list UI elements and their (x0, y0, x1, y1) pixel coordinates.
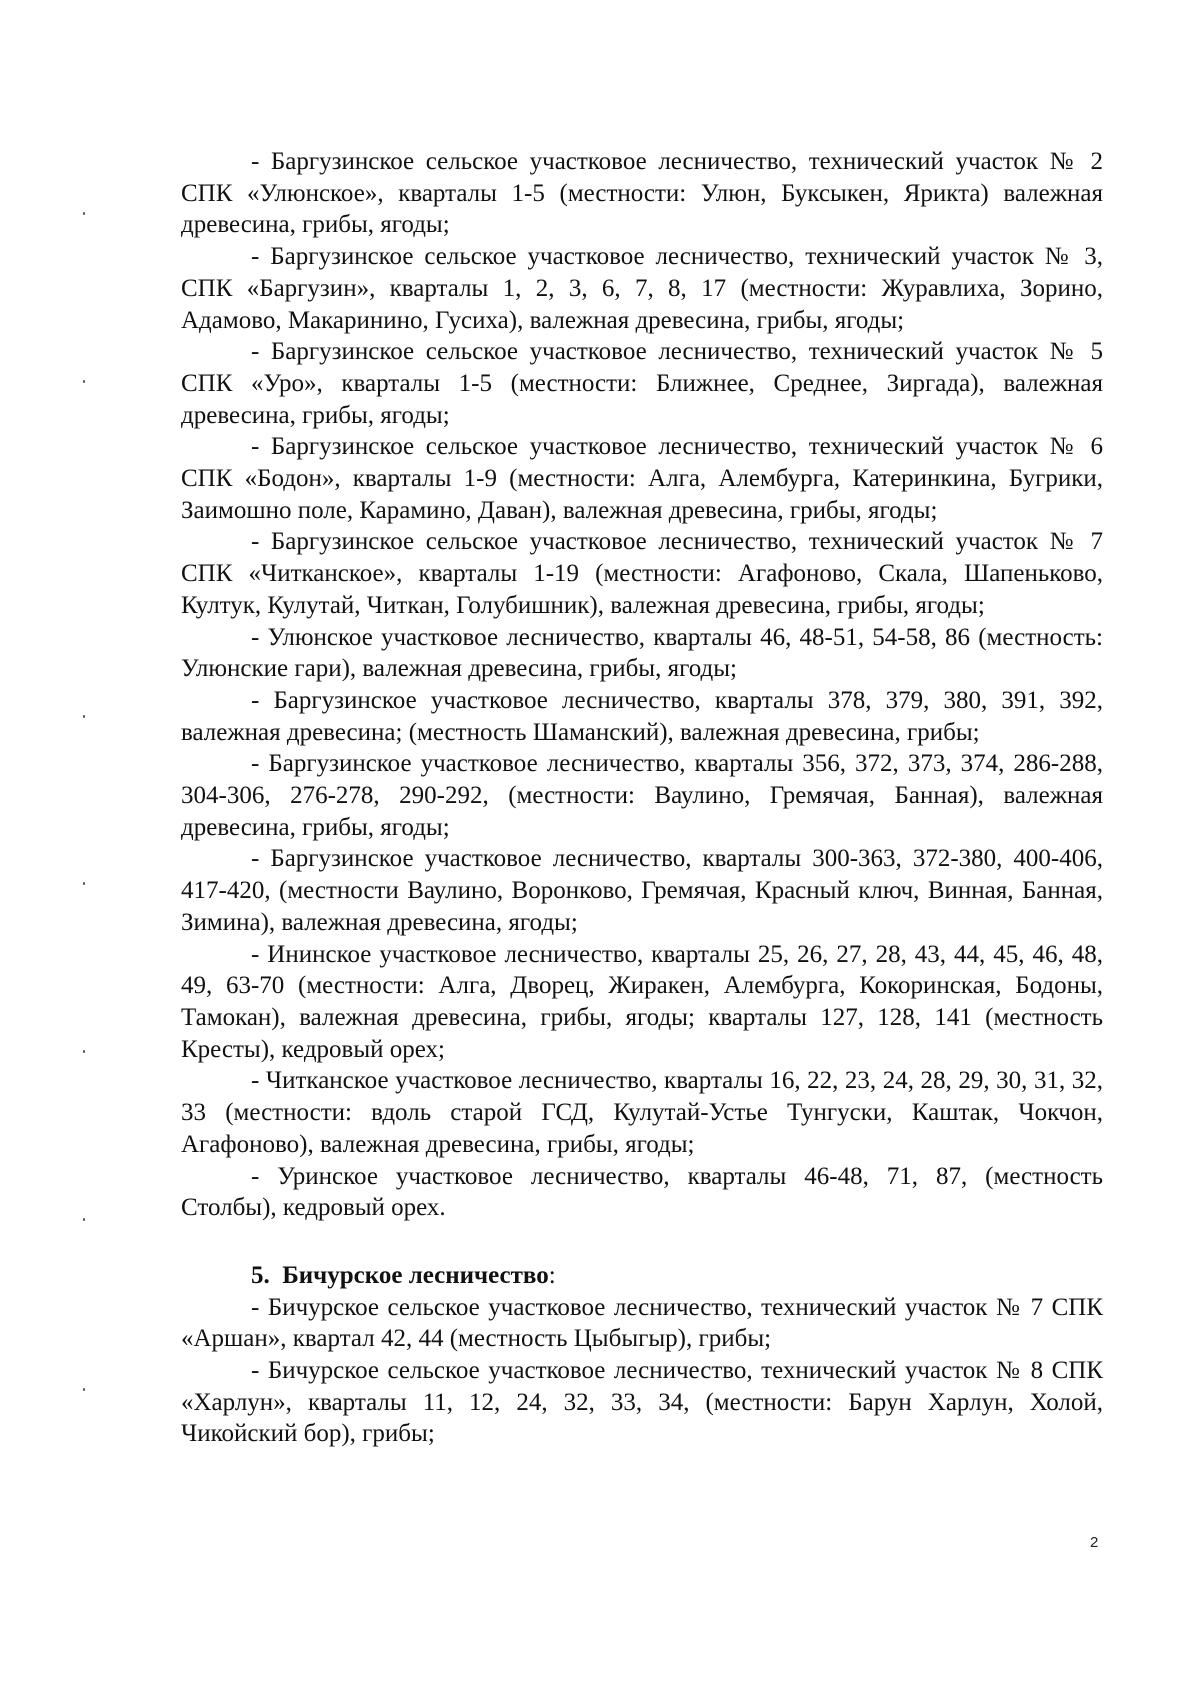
scan-mark (83, 212, 85, 215)
document-body (181, 146, 1103, 1450)
list-item: - Баргузинское сельское участковое лесничество, технический участок № 2 СПК «Улюнское», кварталы 1-5 (местности: Улюн, Буксыкен, Ярикта) валежная древесина, грибы, ягоды; (181, 148, 1103, 239)
list-item: - Бичурское сельское участковое лесничество, технический участок № 7 СПК «Аршан», квартал 42, 44 (местность Цыбыгыр), грибы; (181, 1293, 1103, 1353)
scan-mark (83, 882, 85, 885)
list-item: - Баргузинское сельское участковое лесничество, технический участок № 7 СПК «Читканское», кварталы 1-19 (местности: Агафоново, Скала, Шапеньково, Култук, Кулутай, Читкан, Голубишник), валежная древесина, грибы, ягоды; (181, 528, 1103, 619)
scan-mark (83, 380, 85, 383)
list-item: - Баргузинское участковое лесничество, кварталы 300-363, 372-380, 400-406, 417-420, (местности Ваулино, Воронково, Гремячая, Красный ключ, Винная, Банная, Зимина), валежная древесина, ягоды; (181, 845, 1103, 936)
list-item: - Читканское участковое лесничество, кварталы 16, 22, 23, 24, 28, 29, 30, 31, 32, 33 (местности: вдоль старой ГСД, Кулутай-Устье Тунгуски, Каштак, Чокчон, Агафоново), валежная древесина, грибы, ягоды; (181, 1067, 1103, 1158)
list-item: - Бичурское сельское участковое лесничество, технический участок № 8 СПК «Харлун», кварталы 11, 12, 24, 32, 33, 34, (местности: Барун Харлун, Холой, Чикойский бор), грибы; (181, 1357, 1103, 1448)
list-item: - Баргузинское сельское участковое лесничество, технический участок № 6 СПК «Бодон», кварталы 1-9 (местности: Алга, Алембурга, Катеринкина, Бугрики, Заимошно поле, Карамино, Даван), валежная древесина, грибы, ягоды; (181, 433, 1103, 524)
list-item: - Баргузинское участковое лесничество, кварталы 378, 379, 380, 391, 392, валежная древесина; (местность Шаманский), валежная древесина, грибы; (181, 686, 1103, 746)
list-item: - Улюнское участковое лесничество, кварталы 46, 48-51, 54-58, 86 (местность: Улюнские гари), валежная древесина, грибы, ягоды; (181, 623, 1103, 683)
list-item: - Уринское участковое лесничество, кварталы 46-48, 71, 87, (местность Столбы), кедровый орех. (181, 1162, 1103, 1222)
section-number: 5. (251, 1261, 270, 1289)
section-title: Бичурское лесничество (282, 1261, 549, 1289)
list-item: - Баргузинское участковое лесничество, кварталы 356, 372, 373, 374, 286-288, 304-306, 276-278, 290-292, (местности: Ваулино, Гремячая, Банная), валежная древесина, грибы, ягоды; (181, 750, 1103, 841)
scan-mark (83, 1050, 85, 1053)
section-colon: : (548, 1261, 556, 1289)
page-number: 2 (1090, 1534, 1099, 1551)
scan-mark (83, 1218, 85, 1221)
list-item: - Баргузинское сельское участковое лесничество, технический участок № 5 СПК «Уро», кварталы 1-5 (местности: Ближнее, Среднее, Зиргада), валежная древесина, грибы, ягоды; (181, 338, 1103, 429)
scan-mark (83, 1388, 85, 1391)
section-heading (181, 1260, 1103, 1292)
list-item: - Ининское участковое лесничество, кварталы 25, 26, 27, 28, 43, 44, 45, 46, 48, 49, 63-70 (местности: Алга, Дворец, Жиракен, Алембурга, Кокоринская, Бодоны, Тамокан), валежная древесина, грибы, ягоды; кварталы 127, 128, 141 (местность Кресты), кедровый орех; (181, 940, 1103, 1063)
list-item: - Баргузинское сельское участковое лесничество, технический участок № 3, СПК «Баргузин», кварталы 1, 2, 3, 6, 7, 8, 17 (местности: Журавлиха, Зорино, Адамово, Макаринино, Гусиха), валежная древесина, грибы, ягоды; (181, 243, 1103, 334)
scan-mark (83, 715, 85, 718)
